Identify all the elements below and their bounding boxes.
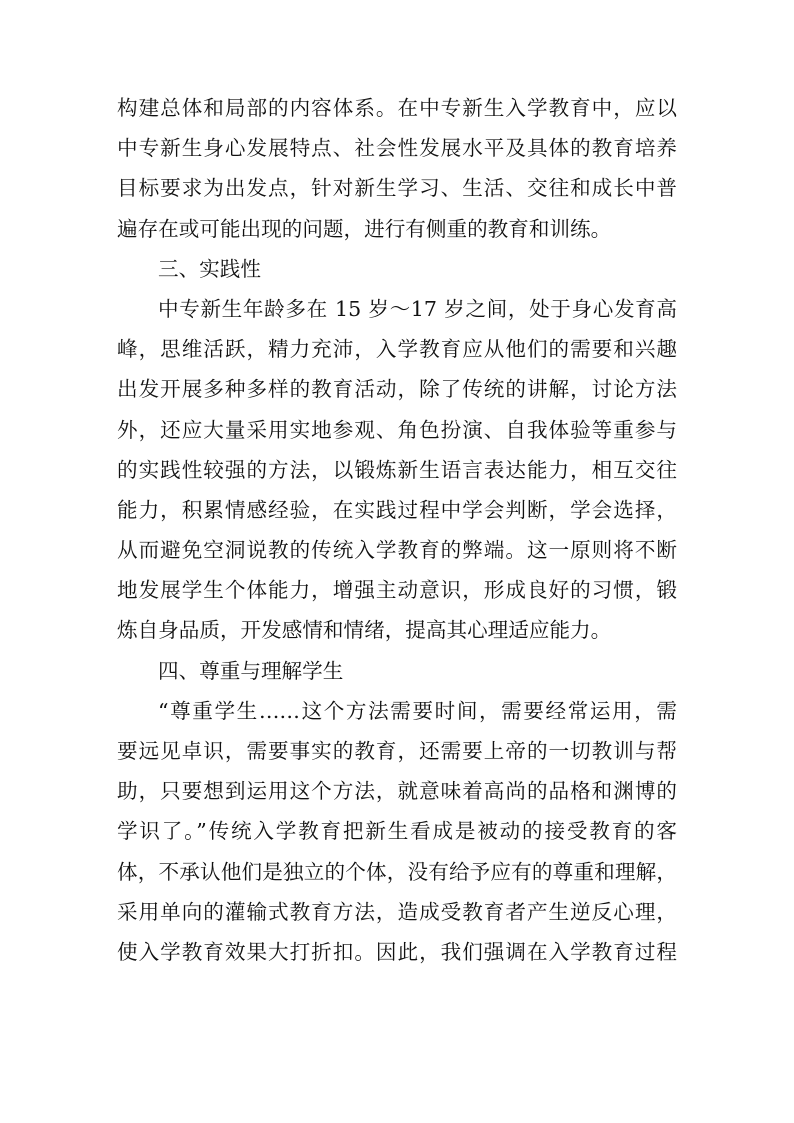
paragraph-line: 峰，思维活跃，精力充沛，入学教育应从他们的需要和兴趣 xyxy=(117,337,677,362)
paragraph-line: 炼自身品质，开发感情和情绪，提高其心理适应能力。 xyxy=(117,618,612,643)
paragraph-line: 目标要求为出发点，针对新生学习、生活、交往和成长中普 xyxy=(117,176,677,201)
paragraph-line: 中专新生身心发展特点、社会性发展水平及具体的教育培养 xyxy=(117,136,677,161)
document-body xyxy=(117,88,677,972)
paragraph-line: 遍存在或可能出现的问题，进行有侧重的教育和训练。 xyxy=(117,216,612,241)
section-heading-practice: 三、实践性 xyxy=(158,256,261,281)
paragraph-line: 地发展学生个体能力，增强主动意识，形成良好的习惯，锻 xyxy=(117,578,677,603)
paragraph-line: “尊重学生……这个方法需要时间，需要经常运用，需 xyxy=(158,698,677,723)
paragraph-line: 构建总体和局部的内容体系。在中专新生入学教育中，应以 xyxy=(117,96,677,120)
paragraph-line: 使入学教育效果大打折扣。因此，我们强调在入学教育过程 xyxy=(117,939,677,964)
paragraph-line: 要远见卓识，需要事实的教育，还需要上帝的一切教训与帮 xyxy=(117,739,677,763)
paragraph-line: 中专新生年龄多在 15 岁～17 岁之间，处于身心发育高 xyxy=(158,296,677,321)
paragraph-line: 外，还应大量采用实地参观、角色扮演、自我体验等重参与 xyxy=(117,417,677,442)
paragraph-line: 采用单向的灌输式教育方法，造成受教育者产生逆反心理， xyxy=(117,899,677,924)
paragraph-line: 能力，积累情感经验，在实践过程中学会判断，学会选择， xyxy=(117,497,677,522)
section-heading-respect: 四、尊重与理解学生 xyxy=(158,658,344,683)
paragraph-line: 助，只要想到运用这个方法，就意味着高尚的品格和渊博的 xyxy=(117,779,677,804)
paragraph-line: 从而避免空洞说教的传统入学教育的弊端。这一原则将不断 xyxy=(117,538,677,563)
paragraph-line: 体，不承认他们是独立的个体，没有给予应有的尊重和理解， xyxy=(117,859,677,884)
paragraph-line: 学识了。”传统入学教育把新生看成是被动的接受教育的客 xyxy=(117,819,677,844)
paragraph-line: 的实践性较强的方法，以锻炼新生语言表达能力，相互交往 xyxy=(117,457,677,482)
paragraph-line: 出发开展多种多样的教育活动，除了传统的讲解，讨论方法 xyxy=(117,377,677,402)
